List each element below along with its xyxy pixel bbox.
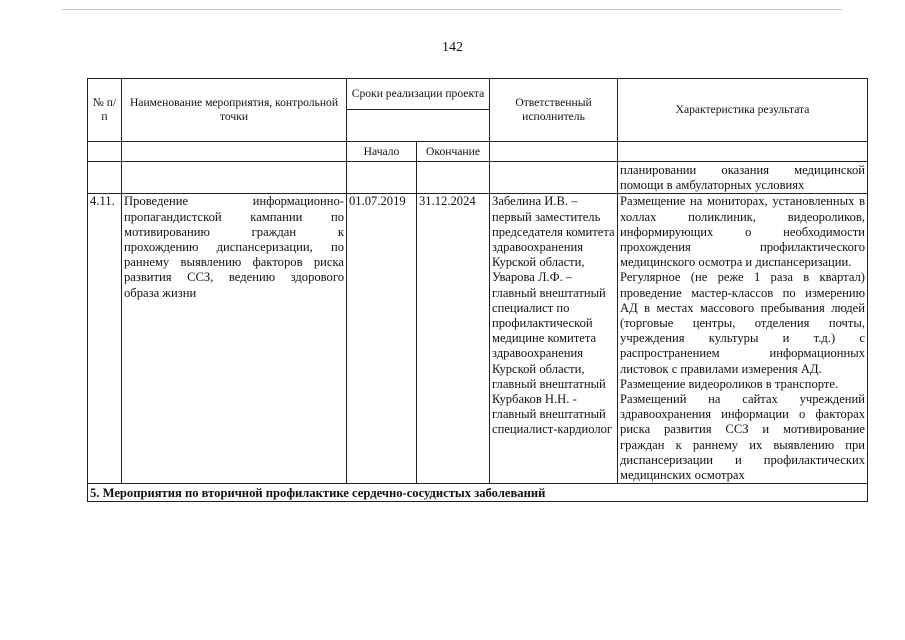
header-result-blank <box>618 142 868 162</box>
row-num: 4.11. <box>88 194 122 484</box>
header-num: № п/п <box>88 79 122 142</box>
header-result: Характеристика результата <box>618 79 868 142</box>
header-responsible-blank <box>490 142 618 162</box>
cont-result: планировании оказания медицинской помощи в амбулаторных условиях <box>618 162 868 194</box>
result-3: Размещение видеороликов в транспорте. <box>620 376 839 391</box>
page-number: 142 <box>442 40 463 55</box>
header-end: Окончание <box>417 142 490 162</box>
header-responsible: Ответственный исполнитель <box>490 79 618 142</box>
cont-name <box>122 162 347 194</box>
header-num-blank <box>88 142 122 162</box>
header-period-blank <box>347 110 490 142</box>
continuation-row <box>88 162 868 194</box>
responsible-1: Забелина И.В. – первый заместитель председателя комитета здравоохранения Курской области, <box>492 194 615 270</box>
cont-start <box>347 162 417 194</box>
cont-responsible <box>490 162 618 194</box>
header-name: Наименование мероприятия, контрольной точки <box>122 79 347 142</box>
row-responsible <box>490 194 618 484</box>
result-1: Размещение на мониторах, установленных в холлах поликлиник, видеороликов, информирующих о необходимости прохождения профилактического медицинского осмотра и диспансеризации. <box>620 194 866 270</box>
header-start: Начало <box>347 142 417 162</box>
row-end: 31.12.2024 <box>417 194 490 484</box>
header-name-blank <box>122 142 347 162</box>
header-period: Сроки реализации проекта <box>347 79 490 110</box>
result-4: Размещений на сайтах учреждений здравоохранения информации о факторах риска развития ССЗ и мотивирование граждан к раннему их выявлению при диспансеризации и профилактических медицинских осмотрах <box>620 392 866 483</box>
top-rule <box>62 9 842 10</box>
row-start: 01.07.2019 <box>347 194 417 484</box>
table-row <box>88 194 868 484</box>
result-2: Регулярное (не реже 1 раза в квартал) проведение мастер-классов по измерению АД в местах массового пребывания людей (торговые центры, отделения почты, учреждения культуры и т.д.) с распространением информационных листовок с правилами измерения АД. <box>620 270 866 376</box>
cont-num <box>88 162 122 194</box>
section-title: 5. Мероприятия по вторичной профилактике сердечно-сосудистых заболеваний <box>88 484 868 502</box>
cont-end <box>417 162 490 194</box>
measures-table <box>87 78 868 502</box>
section-row <box>88 484 868 502</box>
responsible-2: Уварова Л.Ф. – главный внештатный специалист по профилактической медицине комитета здравоохранения Курской области, главный внештатный <box>492 270 606 391</box>
row-name: Проведение информационно-пропагандистской кампании по мотивированию граждан к прохождению диспансеризации, по раннему выявлению факторов риска развития ССЗ, ведению здорового образа жизни <box>122 194 347 484</box>
row-result <box>618 194 868 484</box>
responsible-3: Курбаков Н.Н. - главный внештатный специалист-кардиолог <box>492 392 613 437</box>
